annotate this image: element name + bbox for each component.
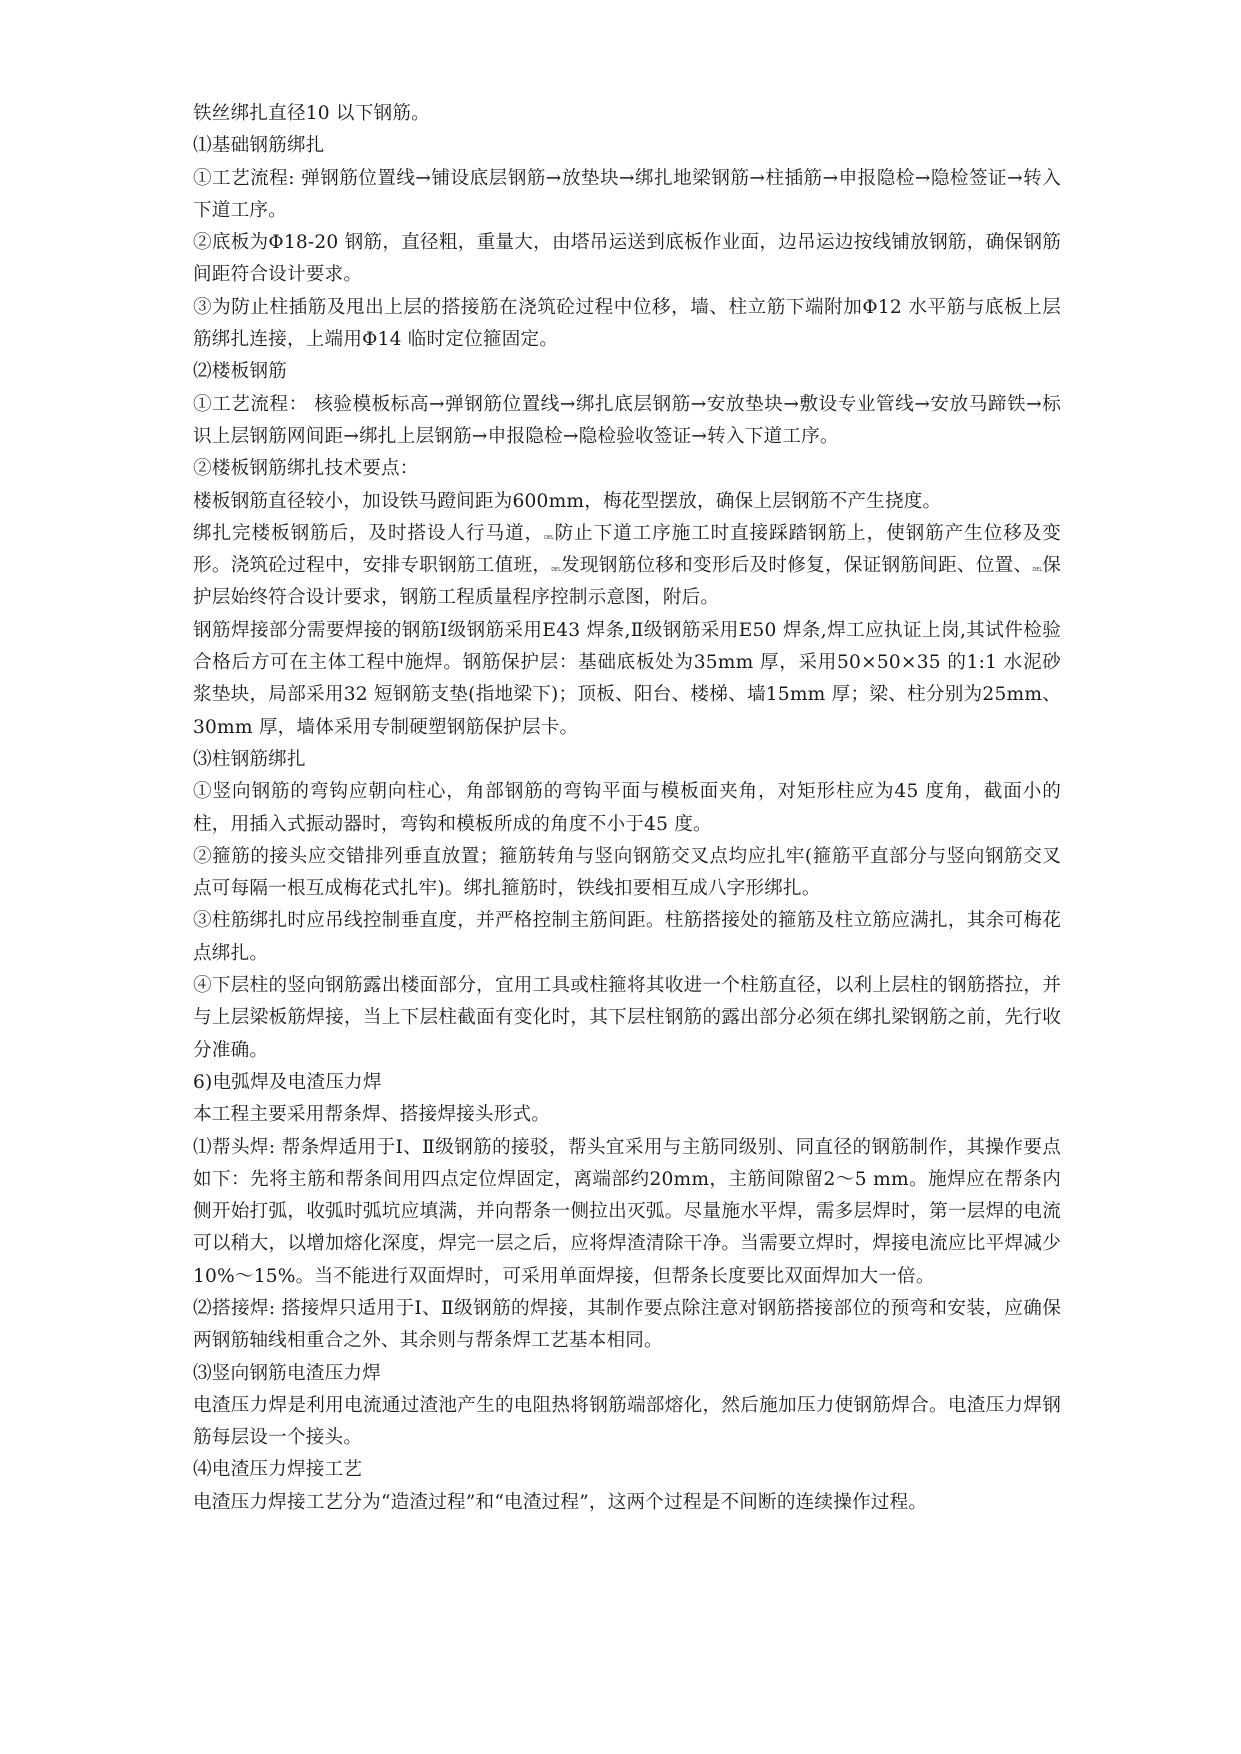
del-mark: DEL (1032, 567, 1043, 574)
paragraph: ②箍筋的接头应交错排列垂直放置；箍筋转角与竖向钢筋交叉点均应扎牢(箍筋平直部分与竖向钢筋交叉点可每隔一根互成梅花式扎牢)。绑扎箍筋时，铁线扣要相互成八字形绑扎。 (193, 845, 1061, 900)
section-heading: ⑵楼板钢筋 (193, 361, 287, 383)
paragraph: 钢筋焊接部分需要焊接的钢筋Ⅰ级钢筋采用E43 焊条,Ⅱ级钢筋采用E50 焊条,焊工应执证上岗,其试件检验合格后方可在主体工程中施焊。钢筋保护层：基础底板处为35mm 厚，采用50×50×35 的1:1 水泥砂浆垫块，局部采用32 短钢筋支垫(指地梁下)；顶板、阳台、楼梯、墙15mm 厚；梁、柱分别为25mm、30mm 厚，墙体采用专制硬塑钢筋保护层卡。 (193, 619, 1061, 738)
paragraph-with-marks (193, 518, 1061, 615)
section-heading: ⑶竖向钢筋电渣压力焊 (193, 1362, 381, 1384)
paragraph-text: 发现钢筋位移和变形后及时修复，保证钢筋间距、位置、 (560, 555, 1033, 577)
document-page (193, 98, 1061, 1519)
paragraph: ③柱筋绑扎时应吊线控制垂直度，并严格控制主筋间距。柱筋搭接处的箍筋及柱立筋应满扎，其余可梅花点绑扎。 (193, 910, 1061, 964)
paragraph: ①工艺流程： 核验模板标高→弹钢筋位置线→绑扎底层钢筋→安放垫块→敷设专业管线→安放马蹄铁→标识上层钢筋网间距→绑扎上层钢筋→申报隐检→隐检验收签证→转入下道工序。 (193, 393, 1061, 447)
paragraph-text: 保护层始终符合设计要求，钢筋工程质量程序控制示意图，附后。 (193, 555, 1061, 609)
paragraph: ③为防止柱插筋及甩出上层的搭接筋在浇筑砼过程中位移，墙、柱立筋下端附加Φ12 水平筋与底板上层筋绑扎连接，上端用Φ14 临时定位箍固定。 (193, 296, 1061, 351)
paragraph: ⑴帮头焊: 帮条焊适用于Ⅰ、Ⅱ级钢筋的接驳，帮头宜采用与主筋同级别、同直径的钢筋制作，其操作要点如下：先将主筋和帮条间用四点定位焊固定，离端部约20mm，主筋间隙留2～5 mm。施焊应在帮条内侧开始打弧，收弧时弧坑应填满，并向帮条一侧拉出灭弧。尽量施水平焊，需多层焊时，第一层焊的电流可以稍大，以增加熔化深度，焊完一层之后，应将焊渣清除干净。当需要立焊时，焊接电流应比平焊减少10%～15%。当不能进行双面焊时，可采用单面焊接，但帮条长度要比双面焊加大一倍。 (193, 1136, 1061, 1287)
del-mark: DEL (544, 534, 554, 541)
paragraph: ④下层柱的竖向钢筋露出楼面部分，宜用工具或柱箍将其收进一个柱筋直径，以利上层柱的钢筋搭拉，并与上层梁板筋焊接，当上下层柱截面有变化时，其下层柱钢筋的露出部分必须在绑扎梁钢筋之前，先行收分准确。 (193, 975, 1061, 1061)
paragraph: 本工程主要采用帮条焊、搭接焊接头形式。 (193, 1104, 551, 1126)
paragraph: 电渣压力焊是利用电流通过渣池产生的电阻热将钢筋端部熔化，然后施加压力使钢筋焊合。电渣压力焊钢筋每层设一个接头。 (193, 1394, 1061, 1449)
paragraph-text: 防止下道工序施工时直接踩踏钢筋上，使钢筋产生位移及变形。浇筑砼过程中，安排专职钢筋工值班， (193, 522, 1062, 577)
paragraph: 楼板钢筋直径较小，加设铁马蹬间距为600mm，梅花型摆放，确保上层钢筋不产生挠度。 (193, 490, 942, 512)
section-heading: ⑴基础钢筋绑扎 (193, 135, 325, 157)
paragraph: ①竖向钢筋的弯钩应朝向柱心，角部钢筋的弯钩平面与模板面夹角，对矩形柱应为45 度角，截面小的柱，用插入式振动器时，弯钩和模板所成的角度不小于45 度。 (193, 781, 1061, 835)
paragraph-text: 绑扎完楼板钢筋后，及时搭设人行马道， (193, 522, 545, 544)
paragraph: ②底板为Φ18-20 钢筋，直径粗，重量大，由塔吊运送到底板作业面，边吊运边按线铺放钢筋，确保钢筋间距符合设计要求。 (193, 232, 1061, 286)
section-heading: ⑶柱钢筋绑扎 (193, 748, 306, 770)
paragraph: ①工艺流程: 弹钢筋位置线→铺设底层钢筋→放垫块→绑扎地梁钢筋→柱插筋→申报隐检→隐检签证→转入下道工序。 (193, 167, 1061, 221)
paragraph: 铁丝绑扎直径10 以下钢筋。 (193, 103, 430, 124)
del-mark: DEL (551, 567, 561, 574)
section-heading: 6)电弧焊及电渣压力焊 (193, 1071, 382, 1093)
section-heading: ⑷电渣压力焊接工艺 (193, 1459, 363, 1481)
paragraph: ②楼板钢筋绑扎技术要点： (193, 458, 419, 480)
paragraph: ⑵搭接焊: 搭接焊只适用于Ⅰ、Ⅱ级钢筋的焊接，其制作要点除注意对钢筋搭接部位的预弯和安装，应确保两钢筋轴线相重合之外、其余则与帮条焊工艺基本相同。 (193, 1297, 1061, 1352)
paragraph: 电渣压力焊接工艺分为“造渣过程”和“电渣过程”，这两个过程是不间断的连续操作过程。 (193, 1491, 928, 1513)
